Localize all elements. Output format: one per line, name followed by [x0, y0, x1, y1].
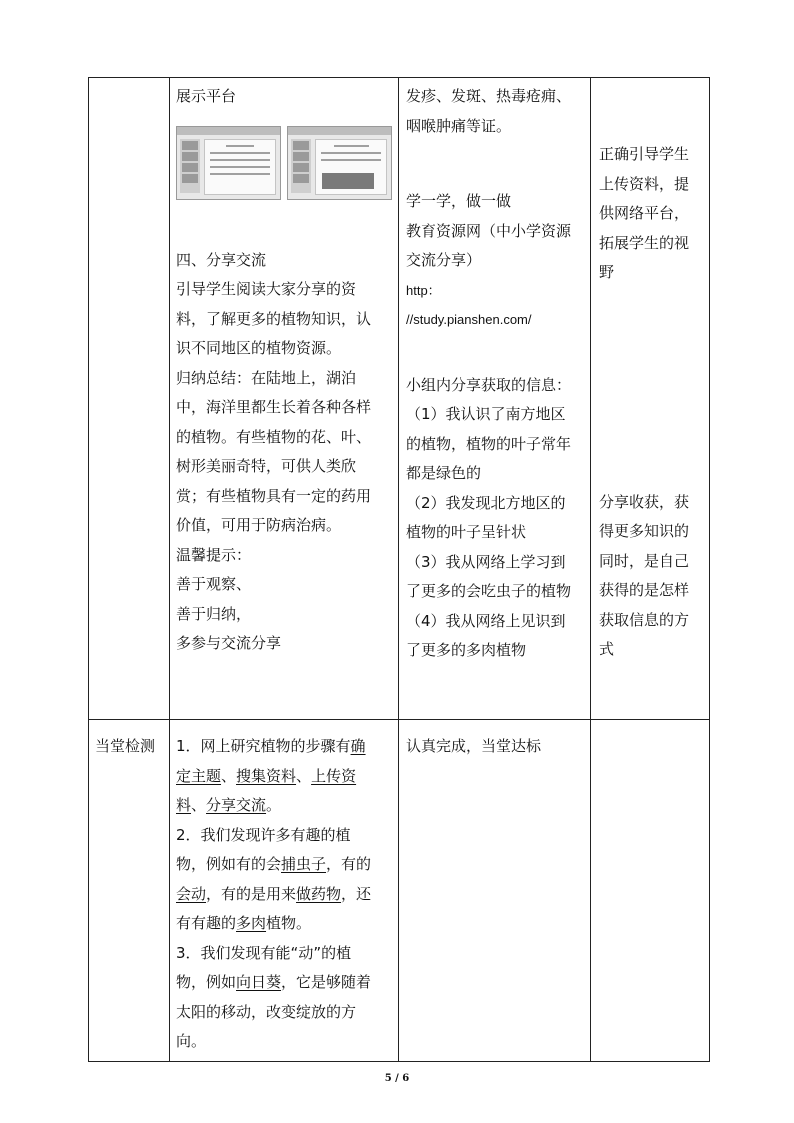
text-line: 的植物。有些植物的花、叶、	[176, 427, 372, 446]
phase-label: 当堂检测	[95, 737, 156, 755]
phase-cell-in-class-test	[89, 720, 170, 1062]
question-3-line: 向。	[176, 1032, 207, 1050]
text-line: 发疹、发斑、热毒疮痈、	[406, 87, 572, 105]
intent-line: 获取信息的方	[599, 610, 690, 629]
share-item: （1）我认识了南方地区	[406, 405, 566, 423]
intent-line: 上传资料，提	[599, 174, 690, 193]
intent-line: 供网络平台，	[599, 204, 690, 222]
test-questions-cell	[170, 720, 399, 1062]
page-number: 5 / 6	[384, 1073, 410, 1084]
intent-line: 分享收获，获	[599, 492, 690, 511]
share-item: （3）我从网络上学习到	[406, 552, 566, 571]
student-activity-cell	[399, 720, 591, 1062]
slide-thumbnails	[176, 126, 392, 200]
question-2-line: 物，例如有的会捕虫子，有的	[176, 855, 372, 873]
intent-line: 式	[599, 640, 615, 658]
share-item: 的植物，植物的叶子常年	[406, 434, 572, 453]
text-line: 树形美丽奇特，可供人类欣	[176, 457, 357, 475]
question-1-line: 料、分享交流。	[176, 796, 282, 814]
intent-line: 同时，是自己	[599, 551, 690, 570]
share-item: 了更多的多肉植物	[406, 641, 527, 659]
url-line: http：	[406, 282, 441, 298]
question-3-line: 物，例如向日葵，它是够随着	[176, 973, 372, 991]
slide-thumbnail-image	[176, 126, 281, 200]
share-item: （4）我从网络上见识到	[406, 611, 566, 630]
phase-cell-empty	[89, 78, 170, 720]
intent-line: 拓展学生的视	[599, 233, 690, 252]
text-line: 引导学生阅读大家分享的资	[176, 280, 357, 298]
learn-prompt: 学一学，做一做	[406, 192, 512, 210]
share-title: 小组内分享获取的信息：	[406, 375, 572, 394]
text-line: 认真完成，当堂达标	[406, 737, 542, 755]
tip-title: 温馨提示：	[176, 545, 252, 564]
question-1-line: 1．网上研究植物的步骤有确	[176, 737, 366, 755]
question-2-line: 2．我们发现许多有趣的植	[176, 825, 351, 844]
lesson-plan-table	[88, 77, 710, 1062]
question-1-line: 定主题、搜集资料、上传资	[176, 766, 357, 785]
table-row	[89, 78, 710, 720]
question-3-line: 3．我们发现有能“动”的植	[176, 943, 352, 962]
tip-item: 善于归纳，	[176, 604, 252, 623]
question-2-line: 有有趣的多肉植物。	[176, 914, 312, 932]
text-line: 料，了解更多的植物知识，认	[176, 309, 372, 328]
intent-line: 得更多知识的	[599, 522, 690, 540]
table-row	[89, 720, 710, 1062]
design-intent-cell	[591, 78, 710, 720]
tip-item: 善于观察、	[176, 575, 252, 593]
heading-display-platform: 展示平台	[176, 87, 237, 105]
student-activity-cell	[399, 78, 591, 720]
intent-line: 获得的是怎样	[599, 581, 690, 599]
text-line: 归纳总结：在陆地上，湖泊	[176, 368, 357, 387]
design-intent-cell-empty	[591, 720, 710, 1062]
text-line: 交流分享）	[406, 251, 482, 269]
question-3-line: 太阳的移动，改变绽放的方	[176, 1002, 357, 1021]
intent-line: 正确引导学生	[599, 145, 690, 163]
intent-line: 野	[599, 263, 615, 281]
question-2-line: 会动，有的是用来做药物，还	[176, 884, 372, 903]
share-item: （2）我发现北方地区的	[406, 493, 566, 512]
slide-thumbnail-image	[287, 126, 392, 200]
text-line: 识不同地区的植物资源。	[176, 339, 342, 357]
text-line: 中，海洋里都生长着各种各样	[176, 398, 372, 416]
text-line: 赏；有些植物具有一定的药用	[176, 486, 372, 505]
url-link[interactable]: //study.pianshen.com/	[406, 312, 532, 327]
section-title-share: 四、分享交流	[176, 250, 267, 269]
text-line: 教育资源网（中小学资源	[406, 221, 572, 240]
share-item: 植物的叶子呈针状	[406, 523, 527, 541]
text-line: 价值，可用于防病治病。	[176, 516, 342, 534]
share-item: 都是绿色的	[406, 464, 482, 482]
share-item: 了更多的会吃虫子的植物	[406, 582, 572, 600]
tip-item: 多参与交流分享	[176, 634, 282, 652]
teacher-activity-cell	[170, 78, 399, 720]
text-line: 咽喉肿痛等证。	[406, 116, 512, 135]
